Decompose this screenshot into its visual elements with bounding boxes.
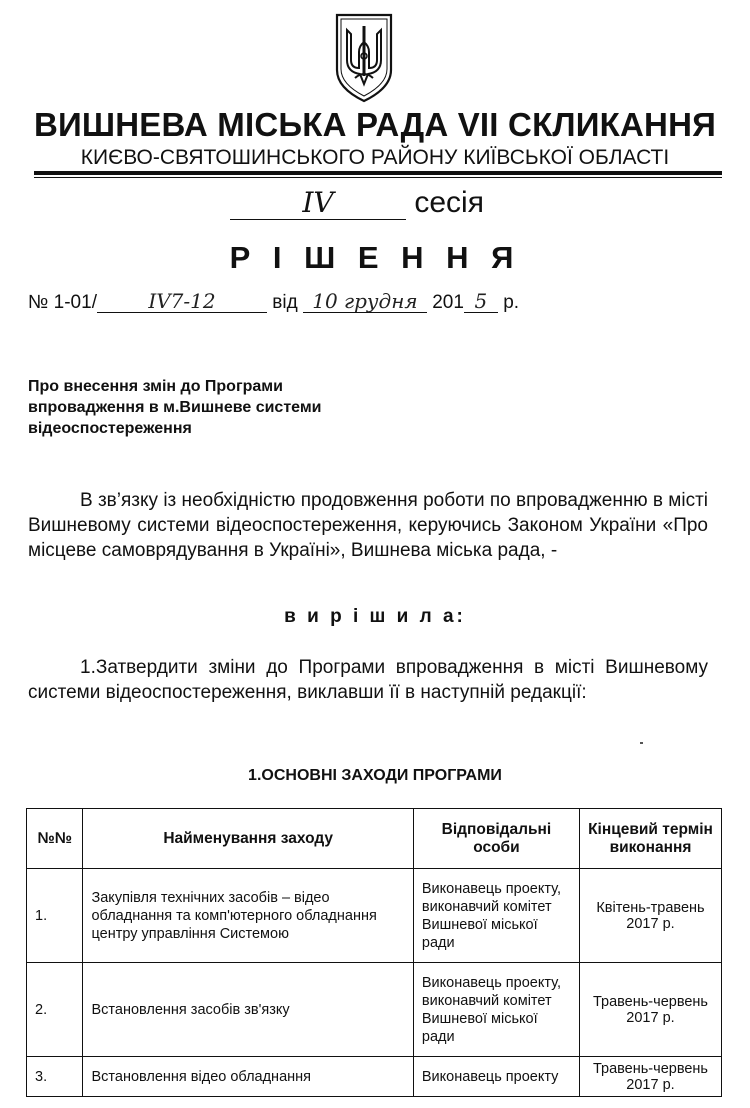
row-responsible: Виконавець проекту, виконавчий комітет Вишневої міської ради	[413, 963, 579, 1057]
row-num: 3.	[27, 1057, 83, 1097]
row-responsible: Виконавець проекту, виконавчий комітет Вишневої міської ради	[413, 869, 579, 963]
table-row	[27, 963, 722, 1057]
section-title: 1.ОСНОВНІ ЗАХОДИ ПРОГРАМИ	[248, 767, 502, 784]
row-deadline: Травень-червень 2017 р.	[579, 1057, 721, 1097]
council-title: ВИШНЕВА МІСЬКА РАДА VII СКЛИКАННЯ	[33, 106, 717, 143]
subject-line-1: Про внесення змін до Програми	[28, 378, 283, 395]
preamble-paragraph	[28, 488, 708, 563]
header-num: №№	[27, 809, 83, 869]
header-divider-thick	[34, 171, 722, 175]
session-line	[230, 186, 484, 220]
header-name: Найменування заходу	[83, 809, 413, 869]
preamble-text: В зв’язку із необхідністю продовження роботи по впровадженню в місті Вишневому системи відеоспостереження, керуючись Законом України «Про місцеве самоврядування в Україні», Вишнева міська рада, -	[28, 490, 708, 561]
resolution-paragraph	[28, 655, 708, 705]
row-name: Встановлення засобів зв'язку	[83, 963, 413, 1057]
decision-subject	[28, 376, 388, 439]
session-number-handwritten: IV	[230, 187, 406, 220]
row-num: 1.	[27, 869, 83, 963]
row-num: 2.	[27, 963, 83, 1057]
scan-speck	[640, 742, 643, 744]
council-subtitle: КИЄВО-СВЯТОШИНСЬКОГО РАЙОНУ КИЇВСЬКОЇ ОБЛАСТІ	[80, 146, 670, 169]
trident-emblem-icon	[333, 12, 395, 104]
row-name: Встановлення відео обладнання	[83, 1057, 413, 1097]
header-deadline: Кінцевий термін виконання	[579, 809, 721, 869]
decision-number-line	[28, 290, 519, 314]
session-label: сесія	[414, 186, 484, 219]
year-suffix: р.	[503, 292, 520, 313]
date-handwritten: 10 грудня	[303, 290, 427, 313]
resolved-heading: в и р і ш и л а:	[284, 606, 466, 627]
date-prefix: від	[272, 292, 298, 313]
number-prefix: № 1-01/	[28, 292, 97, 313]
resolution-text: 1.Затвердити зміни до Програми впровадження в місті Вишневому системи відеоспостереження, виклавши її в наступній редакції:	[28, 657, 708, 703]
row-name: Закупівля технічних засобів – відео обладнання та комп'ютерного обладнання центру управління Системою	[83, 869, 413, 963]
subject-line-2: впровадження в м.Вишневе системи	[28, 399, 322, 416]
header-responsible: Відповідальні особи	[413, 809, 579, 869]
row-deadline: Травень-червень 2017 р.	[579, 963, 721, 1057]
program-measures-table	[26, 808, 722, 1097]
year-prefix: 201	[432, 292, 464, 313]
header-divider-thin	[34, 177, 722, 178]
table-header-row	[27, 809, 722, 869]
table-row	[27, 1057, 722, 1097]
decision-title: Р І Ш Е Н Н Я	[229, 240, 521, 275]
decision-number-handwritten: IV7-12	[97, 290, 267, 313]
subject-line-3: відеоспостереження	[28, 420, 192, 437]
row-responsible: Виконавець проекту	[413, 1057, 579, 1097]
table-row	[27, 869, 722, 963]
year-digit-handwritten: 5	[464, 290, 498, 313]
row-deadline: Квітень-травень 2017 р.	[579, 869, 721, 963]
